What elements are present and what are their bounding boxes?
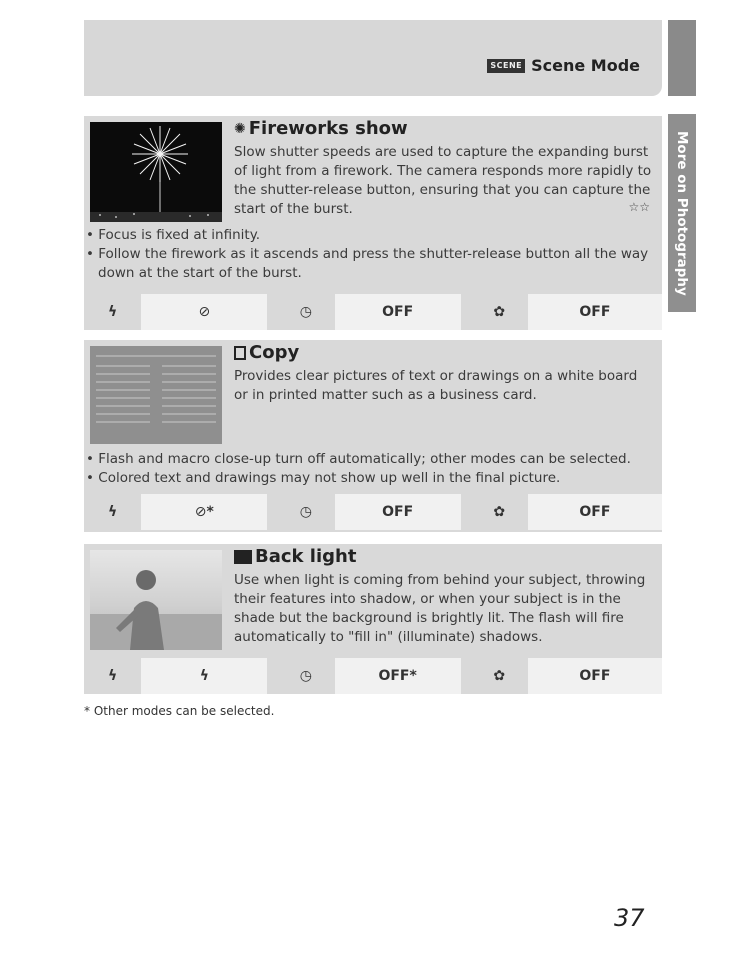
settings-row bbox=[84, 294, 662, 330]
section-back-light bbox=[84, 544, 662, 694]
back-light-photo bbox=[90, 550, 222, 650]
flash-value bbox=[141, 294, 267, 330]
self-timer-icon: ◷ bbox=[277, 294, 334, 330]
side-tab-label: More on Photography bbox=[674, 130, 690, 296]
header-band bbox=[84, 20, 662, 96]
back-light-icon bbox=[234, 550, 252, 564]
settings-row bbox=[84, 658, 662, 694]
flash-on-icon: ϟ bbox=[199, 668, 209, 684]
self-timer-icon: ◷ bbox=[277, 494, 334, 530]
fireworks-icon: ✺ bbox=[234, 120, 246, 137]
section-description: Use when light is coming from behind your subject, throwing their features into shadow, or when your subject is in the shade but the background is brightly lit. The flash will fire automatically to "fill in" (illuminate) shadows. bbox=[234, 572, 646, 645]
section-title: Back light bbox=[234, 546, 356, 567]
section-fireworks bbox=[84, 116, 662, 330]
list-item: • Focus is fixed at infinity. bbox=[86, 226, 658, 245]
flash-off-icon: ⊘ bbox=[198, 304, 211, 320]
flash-icon: ϟ bbox=[84, 294, 141, 330]
macro-value: OFF bbox=[528, 494, 662, 530]
side-tab-top bbox=[668, 20, 696, 96]
section-description: Provides clear pictures of text or drawings on a white board or in printed matter such as a business card. bbox=[234, 368, 638, 403]
section-copy bbox=[84, 340, 662, 532]
footnote: * Other modes can be selected. bbox=[84, 704, 275, 718]
section-title: ✺ Fireworks show bbox=[234, 118, 408, 139]
macro-value: OFF bbox=[528, 658, 662, 694]
flash-value bbox=[141, 658, 267, 694]
list-item: • Follow the firework as it ascends and press the shutter-release button all the way down at the start of the burst. bbox=[86, 245, 658, 283]
notes-list bbox=[86, 226, 658, 283]
page-number: 37 bbox=[614, 904, 645, 932]
list-item: • Colored text and drawings may not show up well in the final picture. bbox=[86, 469, 658, 488]
macro-icon: ✿ bbox=[471, 294, 528, 330]
fireworks-photo bbox=[90, 122, 222, 222]
flash-off-icon: ⊘ bbox=[194, 504, 207, 520]
copy-photo bbox=[90, 346, 222, 444]
page-header bbox=[487, 56, 640, 75]
side-tab bbox=[668, 114, 696, 312]
self-timer-value: OFF bbox=[335, 294, 461, 330]
scene-badge: SCENE bbox=[487, 59, 525, 73]
macro-value: OFF bbox=[528, 294, 662, 330]
self-timer-value: OFF bbox=[335, 494, 461, 530]
flash-icon: ϟ bbox=[84, 658, 141, 694]
settings-row bbox=[84, 494, 662, 530]
self-timer-icon: ◷ bbox=[277, 658, 334, 694]
macro-icon: ✿ bbox=[471, 494, 528, 530]
notes-list bbox=[86, 450, 658, 488]
header-title: Scene Mode bbox=[531, 56, 640, 75]
flash-icon: ϟ bbox=[84, 494, 141, 530]
self-timer-value: OFF* bbox=[335, 658, 461, 694]
macro-icon: ✿ bbox=[471, 658, 528, 694]
copy-icon bbox=[234, 346, 246, 360]
list-item: • Flash and macro close-up turn off automatically; other modes can be selected. bbox=[86, 450, 658, 469]
difficulty-stars: ☆☆ bbox=[628, 200, 650, 214]
flash-value: ⊘ * bbox=[141, 494, 267, 530]
section-description: Slow shutter speeds are used to capture the expanding burst of light from a firework. The camera responds more rapidly to the shutter-release button, ensuring that you can capture the start of the burst. bbox=[234, 144, 652, 217]
section-title: Copy bbox=[234, 342, 299, 363]
